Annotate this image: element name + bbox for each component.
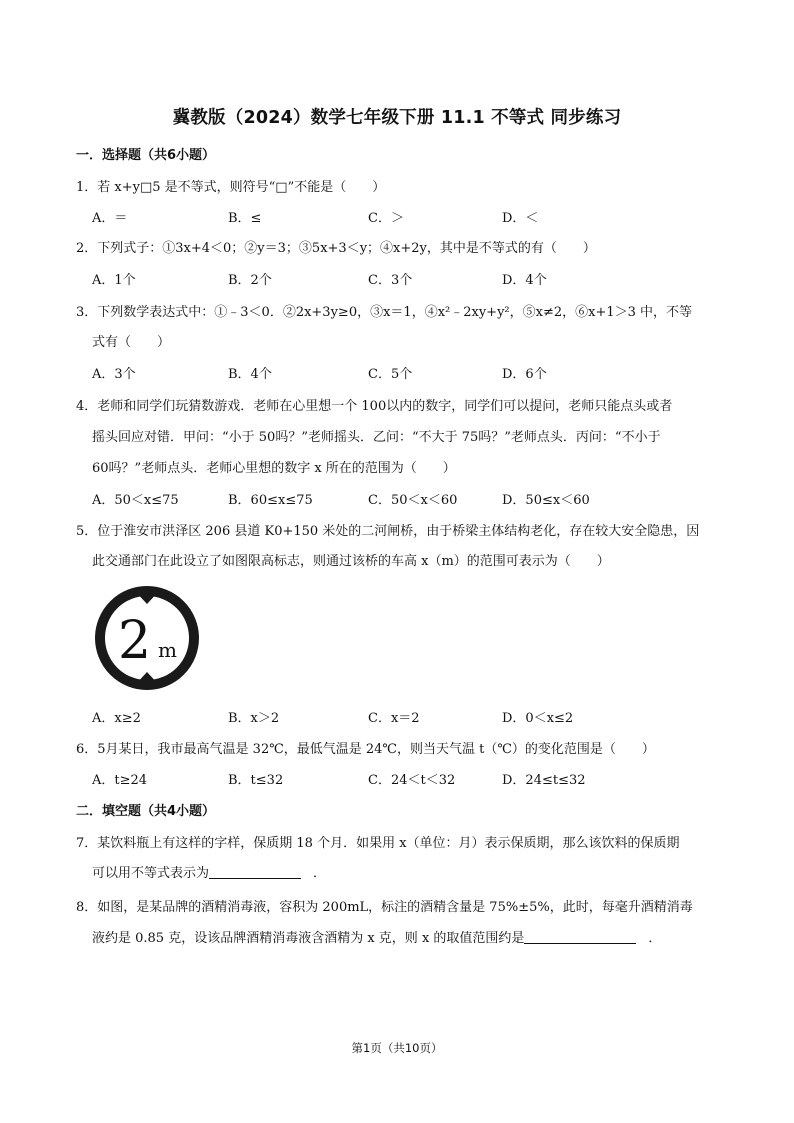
q5-option-c: C．x＝2 <box>368 711 420 726</box>
q4-option-b: B．60≤x≤75 <box>228 493 313 508</box>
question-4-text: 4．老师和同学们玩猜数游戏．老师在心里想一个 100以内的数字，同学们可以提问，老师只能点头或者 <box>76 399 673 414</box>
q1-option-b: B．≤ <box>228 211 262 226</box>
question-7-tail: ． <box>313 866 327 881</box>
question-4-text-cont-1: 摇头回应对错．甲问：“小于 50吗？”老师摇头．乙问：“不大于 75吗？”老师点头．丙问：“不小于 <box>92 430 661 445</box>
section-fill-heading: 二．填空题（共4小题） <box>76 804 216 819</box>
q3-option-d: D．6个 <box>502 367 547 382</box>
q6-option-c: C．24＜t＜32 <box>368 773 456 788</box>
q3-option-b: B．4个 <box>228 367 272 382</box>
question-2-text: 2．下列式子：①3x+4＜0；②y＝3；③5x+3＜y；④x+2y，其中是不等式的有（ ） <box>76 241 596 256</box>
question-5-text: 5．位于淮安市洪泽区 206 县道 K0+150 米处的二河闸桥，由于桥梁主体结构老化，存在较大安全隐患，因 <box>76 524 700 539</box>
q1-option-a: A．＝ <box>92 211 128 226</box>
q2-option-d: D．4个 <box>502 273 547 288</box>
question-8-tail: ． <box>648 931 662 946</box>
question-8-text-cont: 液约是 0.85 克，设该品牌酒精消毒液含酒精为 x 克，则 x 的取值范围约是 <box>92 931 525 946</box>
question-7-text-cont: 可以用不等式表示为 <box>92 866 210 881</box>
sign-unit: m <box>158 638 177 662</box>
question-4-text-cont-2: 60吗？”老师点头．老师心里想的数字 x 所在的范围为（ ） <box>92 461 456 476</box>
q6-option-b: B．t≤32 <box>228 773 284 788</box>
q5-option-d: D．0＜x≤2 <box>502 711 574 726</box>
q5-option-a: A．x≥2 <box>92 711 141 726</box>
q1-option-c: C．＞ <box>368 211 404 226</box>
question-3-text: 3．下列数学表达式中：①﹣3＜0．②2x+3y≥0，③x＝1，④x²﹣2xy+y²，⑤x≠2，⑥x+1＞3 中，不等 <box>76 305 693 320</box>
answer-blank[interactable] <box>209 878 301 879</box>
question-7-text: 7．某饮料瓶上有这样的字样，保质期 18 个月．如果用 x（单位：月）表示保质期，那么该饮料的保质期 <box>76 836 680 851</box>
answer-blank[interactable] <box>524 943 636 944</box>
q3-option-c: C．5个 <box>368 367 413 382</box>
q3-option-a: A．3个 <box>92 367 136 382</box>
sign-bottom-triangle <box>134 672 160 686</box>
q6-option-d: D．24≤t≤32 <box>502 773 586 788</box>
question-7-answer-line <box>92 862 326 881</box>
question-6-text: 6．5月某日，我市最高气温是 32℃，最低气温是 24℃，则当天气温 t（℃）的变化范围是（ ） <box>76 742 655 757</box>
sign-top-triangle <box>134 590 160 604</box>
q1-option-d: D．＜ <box>502 211 539 226</box>
question-5-text-cont: 此交通部门在此设立了如图限高标志，则通过该桥的车高 x（m）的范围可表示为（ ） <box>92 554 610 569</box>
question-1-text: 1．若 x+y□5 是不等式，则符号“□”不能是（ ） <box>76 180 386 195</box>
height-limit-sign <box>92 582 204 694</box>
page-footer: 第1页（共10页） <box>351 1041 443 1055</box>
q4-option-d: D．50≤x＜60 <box>502 493 590 508</box>
q5-option-b: B．x＞2 <box>228 711 280 726</box>
sign-number: 2 <box>118 611 152 671</box>
section-choice-heading: 一．选择题（共6小题） <box>76 148 216 163</box>
q4-option-c: C．50＜x＜60 <box>368 493 458 508</box>
q6-option-a: A．t≥24 <box>92 773 148 788</box>
page-title: 冀教版（2024）数学七年级下册 11.1 不等式 同步练习 <box>172 108 622 128</box>
q4-option-a: A．50＜x≤75 <box>92 493 179 508</box>
question-8-answer-line <box>92 927 661 946</box>
q2-option-b: B．2个 <box>228 273 272 288</box>
question-3-text-cont: 式有（ ） <box>92 335 171 350</box>
q2-option-a: A．1个 <box>92 273 136 288</box>
q2-option-c: C．3个 <box>368 273 413 288</box>
question-8-text: 8．如图，是某品牌的酒精消毒液，容积为 200mL，标注的酒精含量是 75%±5%，此时，每毫升酒精消毒 <box>76 900 693 915</box>
